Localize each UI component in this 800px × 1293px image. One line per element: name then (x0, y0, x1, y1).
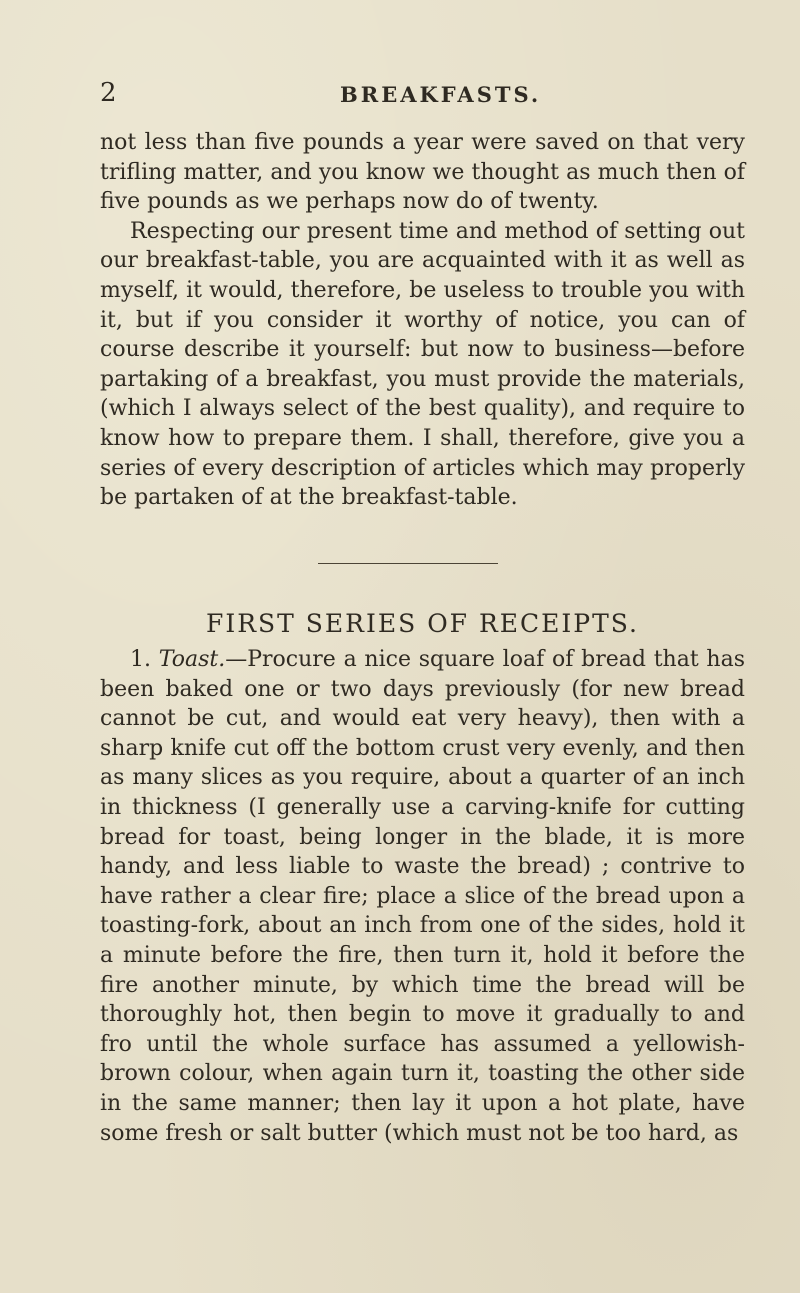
section-heading: FIRST SERIES OF RECEIPTS. (206, 609, 639, 638)
paragraph-breakfast-table: Respecting our present time and method of setting out our breakfast-table, you are acquainted with it as well as myself, it would, therefore, be useless to trouble you with it, but if you consider it worthy of notice, you can of course describe it yourself: but now to business—before partaking of a breakfast, you must provide the materials, (which I always select of the best quality), and require to know how to prepare them. I shall, therefore, give you a series of every description of articles which may properly be partaken of at the breakfast-table. (100, 218, 745, 511)
recipe-toast (100, 645, 745, 1148)
paragraph-continuation: not less than five pounds a year were saved on that very trifling matter, and you know we thought as much then of five pounds as we perhaps now do of twenty. (100, 130, 745, 215)
recipe-title: Toast. (158, 647, 226, 672)
running-head (0, 78, 800, 108)
section-divider-rule (318, 563, 498, 564)
running-title: BREAKFASTS. (340, 82, 542, 107)
recipe-number: 1. (130, 647, 151, 672)
body-text (100, 128, 745, 513)
page-number: 2 (100, 78, 117, 108)
recipe-text: —Procure a nice square loaf of bread that has been baked one or two days previously (for new bread cannot be cut, and would eat very heavy), then with a sharp knife cut off the bottom crust very evenly, and then as many slices as you require, about a quarter of an inch in thickness (I generally use a carving-knife for cutting bread for toast, being longer in the blade, it is more handy, and less liable to waste the bread) ; contrive to have rather a clear fire; place a slice of the bread upon a toasting-fork, about an inch from one of the sides, hold it a minute before the fire, then turn it, hold it before the fire another minute, by which time the bread will be thoroughly hot, then begin to move it gradually to and fro until the whole surface has assumed a yellowish-brown colour, when again turn it, toasting the other side in the same manner; then lay it upon a hot plate, have some fresh or salt butter (which must not be too hard, as (100, 647, 745, 1146)
